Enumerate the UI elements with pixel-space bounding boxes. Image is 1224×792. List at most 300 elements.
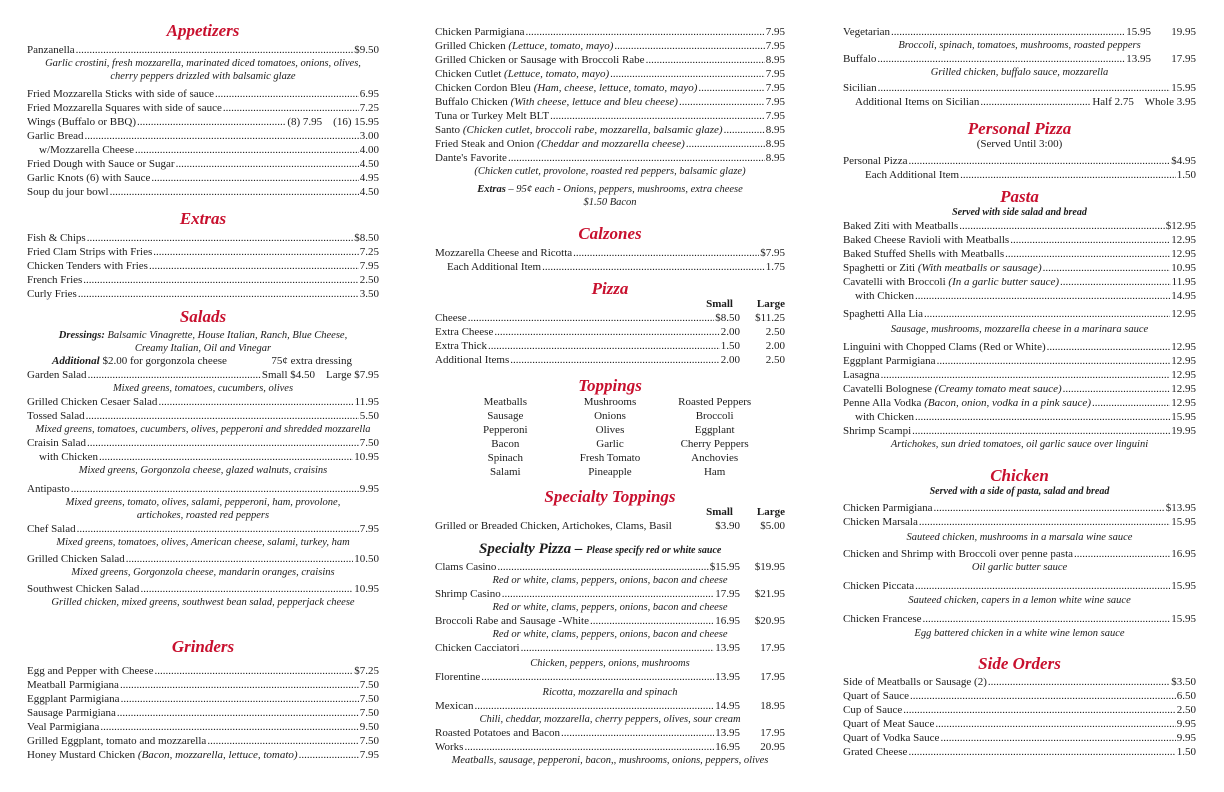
menu-item <box>27 706 379 720</box>
menu-item <box>27 115 379 129</box>
item-description: Red or white, clams, peppers, onions, bacon and cheese <box>492 575 728 586</box>
item-price-small: 17.95 <box>715 588 740 600</box>
menu-item <box>435 339 785 353</box>
topping: Eggplant <box>694 424 735 436</box>
chicken-subtitle: Served with a side of pasta, salad and bread <box>929 486 1110 497</box>
menu-item <box>435 560 785 574</box>
item-name: Fried Steak and Onion <box>435 138 535 150</box>
item-price-small: 14.95 <box>715 700 740 712</box>
item-description: Egg battered chicken in a white wine lemon sauce <box>914 628 1125 639</box>
menu-item <box>435 109 785 123</box>
pizza-size-header <box>435 298 785 311</box>
item-name: Baked Stuffed Shells with Meatballs <box>843 248 1005 260</box>
chicken-title: Chicken <box>990 466 1049 485</box>
item-price: 15.95 <box>1171 82 1196 94</box>
item-note: (With cheese, lettuce and bleu cheese) <box>510 96 678 108</box>
item-note: (Chicken cutlet, broccoli rabe, mozzarella, balsamic glaze) <box>462 124 723 136</box>
item-price: 12.95 <box>1171 383 1196 395</box>
menu-item <box>435 123 785 137</box>
menu-item <box>27 368 379 382</box>
menu-item <box>843 689 1196 703</box>
item-name: Spaghetti or Ziti <box>843 262 916 274</box>
extras-title: Extras <box>179 209 227 228</box>
item-name: Antipasto <box>27 483 70 495</box>
item-note: (Lettuce, tomato, mayo) <box>504 68 610 80</box>
item-description: Mixed greens, Gorgonzola cheese, mandarin oranges, craisins <box>71 567 335 578</box>
menu-item <box>27 245 379 259</box>
menu-item <box>435 81 785 95</box>
additional-text: $2.00 for gorgonzola cheese <box>102 355 227 367</box>
menu-item <box>435 25 785 39</box>
menu-item <box>27 185 379 199</box>
menu-item <box>435 726 785 740</box>
pasta-title: Pasta <box>1000 187 1039 206</box>
item-price-small: 13.95 <box>715 671 740 683</box>
grinders-title: Grinders <box>171 637 235 656</box>
menu-item <box>27 287 379 301</box>
topping: Spinach <box>487 452 524 464</box>
topping: Pepperoni <box>483 424 528 436</box>
item-price: 7.50 <box>359 679 379 691</box>
item-price: 10.95 <box>354 583 379 595</box>
item-price: $8.50 <box>354 232 379 244</box>
item-name: Cavatelli with Broccoli <box>843 276 946 288</box>
item-name: Lasagna <box>843 369 880 381</box>
item-name: Quart of Meat Sauce <box>843 718 935 730</box>
item-name: Chicken Tenders with Fries <box>27 260 148 272</box>
item-price: 1.50 <box>1176 169 1196 181</box>
item-name: Panzanella <box>27 44 75 56</box>
menu-item <box>27 720 379 734</box>
item-price-small: 15.95 <box>1126 26 1151 38</box>
item-price: 12.95 <box>1171 341 1196 353</box>
item-note: (In a garlic butter sauce) <box>948 276 1059 288</box>
menu-item <box>27 748 379 762</box>
menu-item <box>843 612 1196 626</box>
item-name: Grilled or Breaded Chicken, Artichokes, Clams, Basil <box>435 520 672 532</box>
additional-label: Additional <box>52 355 100 367</box>
item-price: 7.95 <box>765 26 785 38</box>
item-name: Eggplant Parmigiana <box>27 693 120 705</box>
extras-text: – 95¢ each - Onions, peppers, mushrooms, extra cheese <box>508 184 743 195</box>
item-name: Additional Items <box>435 354 510 366</box>
item-price-small: 13.95 <box>715 727 740 739</box>
menu-item <box>27 231 379 245</box>
personal-pizza-title: Personal Pizza <box>967 119 1072 138</box>
item-description: Oil garlic butter sauce <box>971 562 1068 573</box>
item-price: 7.50 <box>359 735 379 747</box>
menu-item <box>843 354 1196 368</box>
appetizers-title: Appetizers <box>166 21 240 40</box>
menu-item <box>27 552 379 566</box>
item-description: Mixed greens, tomatoes, olives, American cheese, salami, turkey, ham <box>56 537 350 548</box>
item-name: Chicken Francese <box>843 613 922 625</box>
pizza-section <box>435 280 785 367</box>
menu-item <box>843 382 1196 396</box>
item-name: Sausage Parmigiana <box>27 707 116 719</box>
item-price: 6.95 <box>359 88 379 100</box>
menu-item <box>435 670 785 684</box>
menu-item <box>27 143 379 157</box>
menu-item <box>27 692 379 706</box>
item-description: Grilled chicken, buffalo sauce, mozzarella <box>930 67 1109 78</box>
item-price-large: 18.95 <box>760 700 785 712</box>
item-name: Mexican <box>435 700 474 712</box>
item-price: 1.50 <box>1176 746 1196 758</box>
item-name: Chef Salad <box>27 523 76 535</box>
item-price-small: 13.95 <box>1126 53 1151 65</box>
item-name: Soup du jour bowl <box>27 186 109 198</box>
item-price-large: $19.95 <box>754 561 785 573</box>
menu-item <box>843 501 1196 515</box>
menu-item <box>843 745 1196 759</box>
item-price: 4.50 <box>359 186 379 198</box>
topping: Olives <box>595 424 625 436</box>
item-price-small: 13.95 <box>715 642 740 654</box>
grinders-section <box>27 638 379 762</box>
item-name: Dante's Favorite <box>435 152 507 164</box>
item-price-small: 1.50 <box>720 340 740 352</box>
item-name: Grilled Chicken Salad <box>27 553 125 565</box>
extras-label: Extras <box>477 184 506 195</box>
specialty-pizza-subtitle: Please specify red or white sauce <box>586 545 722 556</box>
specialty-pizza-title <box>435 540 785 560</box>
item-name: Baked Cheese Ravioli with Meatballs <box>843 234 1010 246</box>
item-price: 4.95 <box>359 172 379 184</box>
personal-pizza-subtitle: (Served Until 3:00) <box>976 138 1063 150</box>
calzones-title: Calzones <box>578 224 642 243</box>
item-price-small: 2.00 <box>720 354 740 366</box>
menu-item <box>435 519 785 533</box>
menu-item <box>843 515 1196 529</box>
item-price-large: 17.95 <box>760 727 785 739</box>
topping: Roasted Peppers <box>678 396 752 408</box>
item-price: $7.25 <box>354 665 379 677</box>
item-price: 7.50 <box>359 693 379 705</box>
topping: Sausage <box>487 410 524 422</box>
item-price: 5.50 <box>359 410 379 422</box>
extras-bacon: $1.50 Bacon <box>583 197 637 208</box>
salads-title: Salads <box>179 307 227 326</box>
topping: Mushrooms <box>583 396 637 408</box>
item-price: 9.95 <box>1176 732 1196 744</box>
item-name: Each Additional Item <box>865 169 960 181</box>
item-name: Penne Alla Vodka <box>843 397 922 409</box>
item-price: $3.50 <box>1171 676 1196 688</box>
item-name: French Fries <box>27 274 83 286</box>
item-description: Mixed greens, tomatoes, cucumbers, olives, pepperoni and shredded mozzarella <box>35 424 371 435</box>
menu-item <box>27 171 379 185</box>
item-name: Buffalo Chicken <box>435 96 508 108</box>
item-price-small: $15.95 <box>709 561 740 573</box>
menu-item <box>435 95 785 109</box>
item-name: Fried Dough with Sauce or Sugar <box>27 158 175 170</box>
topping: Garlic <box>596 438 624 450</box>
item-name: Chicken Parmigiana <box>843 502 933 514</box>
item-name: Side of Meatballs or Sausage (2) <box>843 676 987 688</box>
item-name: Broccoli Rabe and Sausage -White <box>435 615 589 627</box>
menu-item <box>27 43 379 57</box>
item-description: Artichokes, sun dried tomatoes, oil garlic sauce over linguini <box>890 439 1149 450</box>
item-price: 7.95 <box>765 40 785 52</box>
pizza-title: Pizza <box>591 279 629 298</box>
item-name: with Chicken <box>855 411 914 423</box>
menu-item <box>843 547 1196 561</box>
item-price: 15.95 <box>1171 411 1196 423</box>
menu-item <box>435 587 785 601</box>
topping: Bacon <box>491 438 520 450</box>
item-price: 12.95 <box>1171 355 1196 367</box>
specialty-toppings-title: Specialty Toppings <box>544 487 676 506</box>
item-price: 7.95 <box>765 96 785 108</box>
item-price-large: 17.95 <box>1171 53 1196 65</box>
item-name: with Chicken <box>39 451 98 463</box>
size-small-label: Small <box>706 298 733 310</box>
item-price: 15.95 <box>1171 516 1196 528</box>
item-name: Southwest Chicken Salad <box>27 583 140 595</box>
item-price: 11.95 <box>354 396 379 408</box>
item-price: 9.95 <box>359 483 379 495</box>
item-price: $4.95 <box>1171 155 1196 167</box>
item-price-large: 2.50 <box>765 326 785 338</box>
item-note: (Ham, cheese, lettuce, tomato, mayo) <box>533 82 698 94</box>
menu-item <box>843 233 1196 247</box>
item-price: $12.95 <box>1165 220 1196 232</box>
item-description: Sauteed chicken, capers in a lemon white wine sauce <box>908 595 1131 606</box>
item-name: Works <box>435 741 464 753</box>
menu-item <box>843 731 1196 745</box>
item-price: 1.75 <box>765 261 785 273</box>
item-price: 7.95 <box>765 110 785 122</box>
specialty-toppings-section <box>435 488 785 533</box>
calzones-section <box>435 225 785 274</box>
item-name: Cheese <box>435 312 467 324</box>
menu-item <box>27 582 379 596</box>
item-name: Chicken Cutlet <box>435 68 502 80</box>
topping: Cherry Peppers <box>680 438 749 450</box>
toppings-grid <box>435 395 785 479</box>
item-price-large: $21.95 <box>754 588 785 600</box>
size-small-label: Small <box>706 506 733 518</box>
dressings-text: Balsamic Vinagrette, House Italian, Ranch, Blue Cheese, Creamy Italian, Oil and Vinegar <box>107 330 348 354</box>
extras-section <box>27 210 379 301</box>
menu-item <box>27 157 379 171</box>
item-name: Grilled Eggplant, tomato and mozzarella <box>27 735 207 747</box>
item-description: (Chicken cutlet, provolone, roasted red peppers, balsamic glaze) <box>474 166 746 177</box>
item-price: 7.50 <box>359 707 379 719</box>
item-note: (With meatballs or sausage) <box>917 262 1042 274</box>
menu-item <box>27 101 379 115</box>
topping: Anchovies <box>691 452 739 464</box>
item-name: Grilled Chicken Cesaer Salad <box>27 396 158 408</box>
menu-item <box>843 410 1196 424</box>
item-description: Chicken, peppers, onions, mushrooms <box>530 658 690 669</box>
item-price: 2.50 <box>359 274 379 286</box>
item-price: 8.95 <box>765 138 785 150</box>
menu-item <box>843 340 1196 354</box>
specialty-pizza-heading: Specialty Pizza – <box>479 541 583 557</box>
item-name: Shrimp Casino <box>435 588 501 600</box>
item-name: Meatball Parmigiana <box>27 679 119 691</box>
item-note: (Bacon, mozzarella, lettuce, tomato) <box>137 749 298 761</box>
item-price: 14.95 <box>1171 290 1196 302</box>
menu-item <box>843 247 1196 261</box>
item-name: Fried Mozzarella Squares with side of sauce <box>27 102 222 114</box>
menu-item <box>27 436 379 450</box>
chicken-section <box>843 467 1196 640</box>
item-description: Ricotta, mozzarella and spinach <box>542 687 678 698</box>
menu-item <box>435 699 785 713</box>
item-note: (Cheddar and mozzarella cheese) <box>537 138 685 150</box>
item-name: Veal Parmigiana <box>27 721 100 733</box>
item-note: (Lettuce, tomato, mayo) <box>508 40 614 52</box>
item-name: Curly Fries <box>27 288 77 300</box>
menu-item <box>843 703 1196 717</box>
toppings-title: Toppings <box>578 376 642 395</box>
topping: Meatballs <box>483 396 528 408</box>
menu-item <box>843 368 1196 382</box>
item-name: Garlic Bread <box>27 130 84 142</box>
item-name: Fried Mozzarella Sticks with side of sauce <box>27 88 214 100</box>
item-price: 3.50 <box>359 288 379 300</box>
menu-item <box>843 168 1196 182</box>
specialty-size-header <box>435 506 785 519</box>
item-name: Craisin Salad <box>27 437 86 449</box>
item-price: 10.95 <box>1171 262 1196 274</box>
menu-item <box>843 95 1196 109</box>
item-note: (Bacon, onion, vodka in a pink sauce) <box>924 397 1091 409</box>
menu-item <box>435 151 785 165</box>
item-name: Chicken and Shrimp with Broccoli over penne pasta <box>843 548 1074 560</box>
menu-item <box>27 678 379 692</box>
menu-item <box>843 261 1196 275</box>
item-price: 12.95 <box>1171 248 1196 260</box>
item-price: 10.95 <box>354 451 379 463</box>
item-price-large: 2.00 <box>765 340 785 352</box>
specialty-pizza-section <box>435 540 785 767</box>
menu-item <box>843 675 1196 689</box>
item-name: Shrimp Scampi <box>843 425 912 437</box>
item-price: 15.95 <box>1171 613 1196 625</box>
item-name: Sicilian <box>843 82 877 94</box>
item-description: Red or white, clams, peppers, onions, bacon and cheese <box>492 629 728 640</box>
item-name: Garden Salad <box>27 369 87 381</box>
item-price: 7.95 <box>359 260 379 272</box>
item-price: 8.95 <box>765 124 785 136</box>
menu-item <box>27 259 379 273</box>
item-price-small: 16.95 <box>715 741 740 753</box>
menu-item <box>435 137 785 151</box>
topping: Onions <box>594 410 626 422</box>
item-name: Egg and Pepper with Cheese <box>27 665 154 677</box>
extra-dressing-note: 75¢ extra dressing <box>271 355 352 367</box>
item-name: Clams Casino <box>435 561 497 573</box>
item-price: 16.95 <box>1171 548 1196 560</box>
item-price: 12.95 <box>1171 369 1196 381</box>
menu-item <box>843 717 1196 731</box>
item-price-large: 2.50 <box>765 354 785 366</box>
item-note: (Creamy tomato meat sauce) <box>934 383 1062 395</box>
item-price: 12.95 <box>1171 397 1196 409</box>
item-description: Red or white, clams, peppers, onions, bacon and cheese <box>492 602 728 613</box>
item-description: Mixed greens, tomato, olives, salami, pepperoni, ham, provolone, artichokes, roasted red peppers <box>65 497 341 521</box>
item-name: Each Additional Item <box>447 261 542 273</box>
item-price: 7.25 <box>359 102 379 114</box>
menu-item <box>27 482 379 496</box>
item-price: 4.00 <box>359 144 379 156</box>
additional-note <box>27 355 379 368</box>
item-name: Chicken Marsala <box>843 516 918 528</box>
item-price: 4.50 <box>359 158 379 170</box>
menu-item <box>435 311 785 325</box>
item-price: 9.95 <box>1176 718 1196 730</box>
item-price-large: $11.25 <box>755 312 785 324</box>
topping: Pineapple <box>588 466 632 478</box>
item-name: Mozzarella Cheese and Ricotta <box>435 247 573 259</box>
item-name: Cavatelli Bolognese <box>843 383 932 395</box>
item-price: 6.50 <box>1176 690 1196 702</box>
item-description: Meatballs, sausage, pepperoni, bacon,, mushrooms, onions, peppers, olives <box>451 755 769 766</box>
grinders-continued <box>435 25 785 209</box>
item-name: Fried Clam Strips with Fries <box>27 246 153 258</box>
item-description: Broccoli, spinach, tomatoes, mushrooms, roasted peppers <box>898 40 1141 51</box>
topping: Fresh Tomato <box>579 452 641 464</box>
item-description: Grilled chicken, mixed greens, southwest bean salad, pepperjack cheese <box>51 597 355 608</box>
item-name: Chicken Cordon Bleu <box>435 82 531 94</box>
menu-item <box>843 219 1196 233</box>
item-name: Grilled Chicken or Sausage with Broccoli Rabe <box>435 54 645 66</box>
item-name: Extra Cheese <box>435 326 494 338</box>
menu-item <box>435 67 785 81</box>
item-name: Grated Cheese <box>843 746 908 758</box>
menu-item <box>27 522 379 536</box>
item-price: 11.95 <box>1171 276 1196 288</box>
menu-item <box>435 260 785 274</box>
menu-item <box>843 289 1196 303</box>
menu-item <box>843 396 1196 410</box>
item-price-large: 17.95 <box>760 642 785 654</box>
item-name: Garlic Knots (6) with Sauce <box>27 172 151 184</box>
item-name: Roasted Potatoes and Bacon <box>435 727 560 739</box>
item-name: Eggplant Parmigiana <box>843 355 936 367</box>
item-name: Quart of Vodka Sauce <box>843 732 940 744</box>
appetizers-list <box>27 87 379 199</box>
menu-item <box>27 129 379 143</box>
item-price: $13.95 <box>1165 502 1196 514</box>
item-price-small: 16.95 <box>715 615 740 627</box>
menu-item <box>843 25 1196 39</box>
menu-item <box>843 81 1196 95</box>
item-name: with Chicken <box>855 290 914 302</box>
item-price: 7.95 <box>359 749 379 761</box>
menu-item <box>435 614 785 628</box>
item-name: Linguini with Chopped Clams (Red or White) <box>843 341 1046 353</box>
item-name: Honey Mustard Chicken <box>27 749 136 761</box>
item-price-large: 17.95 <box>760 671 785 683</box>
item-name: Wings (Buffalo or BBQ) <box>27 116 137 128</box>
item-description: Chili, cheddar, mozzarella, cherry peppers, olives, sour cream <box>479 714 741 725</box>
item-description: Sauteed chicken, mushrooms in a marsala wine sauce <box>906 532 1133 543</box>
item-description: Mixed greens, tomatoes, cucumbers, olives <box>112 383 294 394</box>
item-name: Extra Thick <box>435 340 488 352</box>
pasta-subtitle: Served with side salad and bread <box>952 207 1087 218</box>
item-price: 7.95 <box>359 523 379 535</box>
menu-item <box>435 325 785 339</box>
item-price: 9.50 <box>359 721 379 733</box>
item-name: w/Mozzarella Cheese <box>39 144 134 156</box>
item-description: Garlic crostini, fresh mozzarella, marinated diced tomatoes, onions, olives, cherry peppers drizzled with balsamic glaze <box>45 58 361 82</box>
item-price: 8.95 <box>765 54 785 66</box>
